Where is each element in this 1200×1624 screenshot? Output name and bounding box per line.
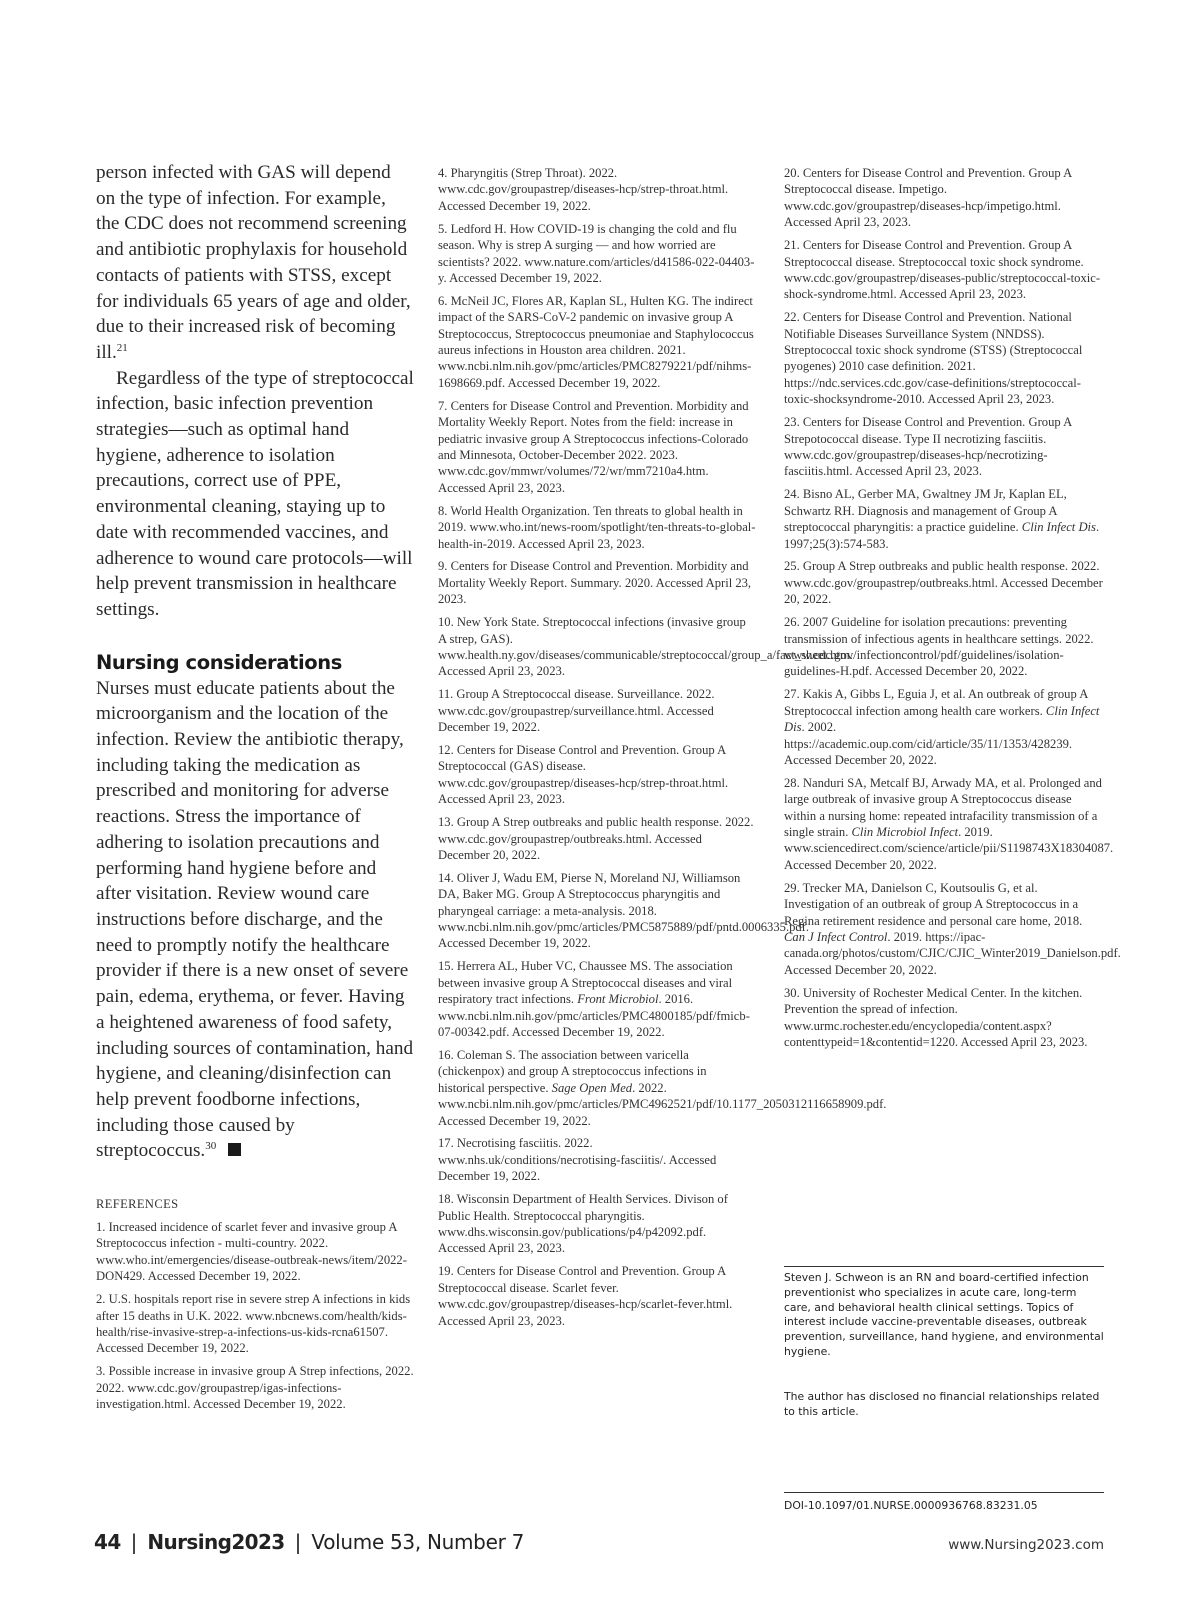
section-heading: Nursing considerations	[96, 650, 342, 674]
reference-item: 30. University of Rochester Medical Center. In the kitchen. Prevention the spread of infection. www.urmc.rochester.edu/encyclopedia/content.aspx?contenttypeid=1&contentid=1220. Accessed April 23, 2023.	[784, 985, 1088, 1049]
volume-issue: Volume 53, Number 7	[311, 1530, 524, 1554]
doi: DOI-10.1097/01.NURSE.0000936768.83231.05	[784, 1492, 1104, 1514]
reference-item: 2. U.S. hospitals report rise in severe strep A infections in kids after 15 deaths in U.K. 2022. www.nbcnews.com/health/kids-health/rise-invasive-strep-a-infections-us-kids-rcna61507. Accessed December 19, 2022.	[96, 1292, 411, 1356]
reference-item: 7. Centers for Disease Control and Prevention. Morbidity and Mortality Weekly Report. Notes from the field: increase in pediatric invasive group A Streptococcus infections-Colorado and Minnesota, October-December 2022. 2023. www.cdc.gov/mmwr/volumes/72/wr/mm7210a4.htm. Accessed April 23, 2023.	[438, 398, 749, 495]
reference-item: 10. New York State. Streptococcal infections (invasive group A strep, GAS). www.health.ny.gov/diseases/communicable/streptococcal/group_a/fact_sheet.htm. Accessed April 23, 2023.	[438, 615, 853, 679]
reference-item: 19. Centers for Disease Control and Prevention. Group A Streptococcal disease. Scarlet fever. www.cdc.gov/groupastrep/diseases-hcp/scarlet-fever.html. Accessed April 23, 2023.	[438, 1264, 733, 1328]
reference-item: 12. Centers for Disease Control and Prevention. Group A Streptococcal (GAS) disease. www.cdc.gov/groupastrep/diseases-hcp/strep-throat.html. Accessed April 23, 2023.	[438, 743, 729, 807]
article-column-left	[96, 160, 414, 1419]
reference-item: 6. McNeil JC, Flores AR, Kaplan SL, Hulten KG. The indirect impact of the SARS-CoV-2 pandemic on invasive group A Streptococcus, Streptococcus pneumoniae and Staphylococcus aureus infections in Houston area children. 2021. www.ncbi.nlm.nih.gov/pmc/articles/PMC8279221/pdf/nihms-1698669.pdf. Accessed December 19, 2022.	[438, 293, 754, 390]
reference-item: 24. Bisno AL, Gerber MA, Gwaltney JM Jr, Kaplan EL, Schwartz RH. Diagnosis and management of Group A streptococcal pharyngitis: a practice guideline. Clin Infect Dis. 1997;25(3):574-583.	[784, 487, 1100, 551]
disclosure-statement: The author has disclosed no financial relationships related to this article.	[784, 1390, 1100, 1418]
footer-separator: |	[130, 1530, 138, 1554]
reference-item: 14. Oliver J, Wadu EM, Pierse N, Moreland NJ, Williamson DA, Baker MG. Group A Streptococcus pharyngitis and pharyngeal carriage: a meta-analysis. 2018. www.ncbi.nlm.nih.gov/pmc/articles/PMC5875889/pdf/pntd.0006335.pdf. Accessed December 19, 2022.	[438, 870, 810, 951]
body-paragraph: person infected with GAS will depend on the type of infection. For example, the CDC does not recommend screening and antibiotic prophylaxis for household contacts of patients with STSS, except for individuals 65 years of age and older, due to their increased risk of becoming ill.$^{21}$	[96, 162, 411, 363]
reference-item: 17. Necrotising fasciitis. 2022. www.nhs.uk/conditions/necrotising-fasciitis/. Accessed December 19, 2022.	[438, 1136, 717, 1184]
journal-title: Sage Open Med	[551, 1080, 633, 1095]
reference-item: 1. Increased incidence of scarlet fever and invasive group A Streptococcus infection - multi-country. 2022. www.who.int/emergencies/disease-outbreak-news/item/2022-DON429. Accessed December 19, 2022.	[96, 1220, 407, 1284]
end-of-article-square-icon	[228, 1143, 241, 1156]
reference-item: 5. Ledford H. How COVID-19 is changing the cold and flu season. Why is strep A surging — and how worried are scientists? 2022. www.nature.com/articles/d41586-022-04403-y. Accessed December 19, 2022.	[438, 221, 755, 285]
reference-item: 23. Centers for Disease Control and Prevention. Group A Strepotococcal disease. Type II necrotizing fasciitis. www.cdc.gov/groupastrep/diseases-hcp/necrotizing-fasciitis.html. Accessed April 23, 2023.	[784, 415, 1072, 479]
citation-superscript: 30	[205, 1140, 217, 1153]
references-list-part-3	[784, 165, 1121, 1050]
page-footer-folio	[94, 1530, 524, 1554]
reference-item: 25. Group A Strep outbreaks and public health response. 2022. www.cdc.gov/groupastrep/outbreaks.html. Accessed December 20, 2022.	[784, 559, 1103, 607]
journal-title: Clin Infect Dis	[784, 703, 1100, 735]
reference-item: 3. Possible increase in invasive group A Strep infections, 2022. 2022. www.cdc.gov/groupastrep/igas-infections-investigation.html. Accessed December 19, 2022.	[96, 1364, 414, 1412]
journal-title: Can J Infect Control	[784, 929, 888, 944]
page-number: 44	[94, 1530, 121, 1554]
references-column-right	[784, 165, 1121, 1057]
reference-item: 8. World Health Organization. Ten threats to global health in 2019. www.who.int/news-room/spotlight/ten-threats-to-global-health-in-2019. Accessed April 23, 2023.	[438, 503, 756, 551]
reference-item: 13. Group A Strep outbreaks and public health response. 2022. www.cdc.gov/groupastrep/outbreaks.html. Accessed December 20, 2022.	[438, 815, 754, 862]
reference-item: 4. Pharyngitis (Strep Throat). 2022. www.cdc.gov/groupastrep/diseases-hcp/strep-throat.html. Accessed December 19, 2022.	[438, 166, 729, 213]
journal-name: Nursing2023	[147, 1530, 285, 1554]
body-paragraph: Regardless of the type of streptococcal infection, basic infection prevention strategies—such as optimal hand hygiene, adherence to isolation precautions, correct use of PPE, environmental cleaning, staying up to date with recommended vaccines, and adherence to wound care protocols—will help prevent transmission in healthcare settings.	[96, 367, 414, 620]
references-heading: REFERENCES	[96, 1197, 179, 1212]
citation-superscript: 21	[116, 341, 128, 354]
reference-item: 16. Coleman S. The association between varicella (chickenpox) and group A streptococcus infections in historical perspective. Sage Open Med. 2022. www.ncbi.nlm.nih.gov/pmc/articles/PMC4962521/pdf/10.1177_2050312116658909.pdf. Accessed December 19, 2022.	[438, 1047, 887, 1128]
body-paragraph: Nurses must educate patients about the microorganism and the location of the infection. Review the antibiotic therapy, including taking the medication as prescribed and monitoring for adverse reactions. Stress the importance of adhering to isolation precautions and performing hand hygiene before and after visitation. Review wound care instructions before discharge, and the need to promptly notify the healthcare provider if there is a new onset of severe pain, edema, erythema, or fever. Having a heightened awareness of food safety, including sources of contamination, hand hygiene, and cleaning/disinfection can help prevent foodborne infections, including those caused by streptococcus.$^{30}$	[96, 677, 414, 1162]
reference-item: 27. Kakis A, Gibbs L, Eguia J, et al. An outbreak of group A Streptococcal infection among health care workers. Clin Infect Dis. 2002. https://academic.oup.com/cid/article/35/11/1353/428239. Accessed December 20, 2022.	[784, 687, 1100, 767]
reference-item: 15. Herrera AL, Huber VC, Chaussee MS. The association between invasive group A Streptococcal diseases and viral respiratory tract infections. Front Microbiol. 2016. www.ncbi.nlm.nih.gov/pmc/articles/PMC4800185/pdf/fmicb-07-00342.pdf. Accessed December 19, 2022.	[438, 959, 750, 1039]
references-list-part-1	[96, 1219, 414, 1412]
reference-item: 29. Trecker MA, Danielson C, Koutsoulis G, et al. Investigation of an outbreak of group A Streptococcus in a Regina retirement residence and personal care home, 2018. Can J Infect Control. 2019. https://ipac-canada.org/photos/custom/CJIC/CJIC_Winter2019_Danielson.pdf. Accessed December 20, 2022.	[784, 880, 1121, 977]
reference-item: 21. Centers for Disease Control and Prevention. Group A Streptococcal disease. Streptococcal toxic shock syndrome. www.cdc.gov/groupastrep/diseases-public/streptococcal-toxic-shock-syndrome.html. Accessed April 23, 2023.	[784, 238, 1101, 302]
reference-item: 11. Group A Streptococcal disease. Surveillance. 2022. www.cdc.gov/groupastrep/surveillance.html. Accessed December 19, 2022.	[438, 687, 715, 735]
reference-item: 9. Centers for Disease Control and Prevention. Morbidity and Mortality Weekly Report. Summary. 2020. Accessed April 23, 2023.	[438, 559, 752, 607]
author-bio: Steven J. Schweon is an RN and board-certified infection preventionist who specializes in acute care, long-term care, and behavioral health clinical settings. Topics of interest include vaccine-preventable diseases, outbreak prevention, surveillance, hand hygiene, and environmental hygiene.	[784, 1266, 1104, 1360]
website-url: www.Nursing2023.com	[948, 1537, 1104, 1553]
reference-item: 22. Centers for Disease Control and Prevention. National Notifiable Diseases Surveillance System (NNDSS). Streptococcal toxic shock syndrome (STSS) (Streptococcal pyogenes) 2010 case definition. 2021. https://ndc.services.cdc.gov/case-definitions/streptococcal-toxic-shocksyndrome-2010. Accessed April 23, 2023.	[784, 310, 1083, 407]
reference-item: 28. Nanduri SA, Metcalf BJ, Arwady MA, et al. Prolonged and large outbreak of invasive group A Streptococcus disease within a nursing home: repeated intrafacility transmission of a single strain. Clin Microbiol Infect. 2019. www.sciencedirect.com/science/article/pii/S1198743X18304087. Accessed December 20, 2022.	[784, 775, 1114, 872]
journal-title: Front Microbiol	[577, 992, 659, 1007]
reference-item: 20. Centers for Disease Control and Prevention. Group A Streptococcal disease. Impetigo. www.cdc.gov/groupastrep/diseases-hcp/impetigo.html. Accessed April 23, 2023.	[784, 166, 1072, 230]
reference-item: 18. Wisconsin Department of Health Services. Divison of Public Health. Streptococcal pharyngitis. www.dhs.wisconsin.gov/publications/p4/p42092.pdf. Accessed April 23, 2023.	[438, 1192, 728, 1256]
footer-separator: |	[294, 1530, 302, 1554]
journal-title: Clin Microbiol Infect	[851, 825, 959, 840]
reference-item: 26. 2007 Guideline for isolation precautions: preventing transmission of infectious agents in healthcare settings. 2022. www.cdc.gov/infectioncontrol/pdf/guidelines/isolation-guidelines-H.pdf. Accessed December 20, 2022.	[784, 615, 1094, 679]
journal-title: Clin Infect Dis	[1021, 520, 1096, 535]
